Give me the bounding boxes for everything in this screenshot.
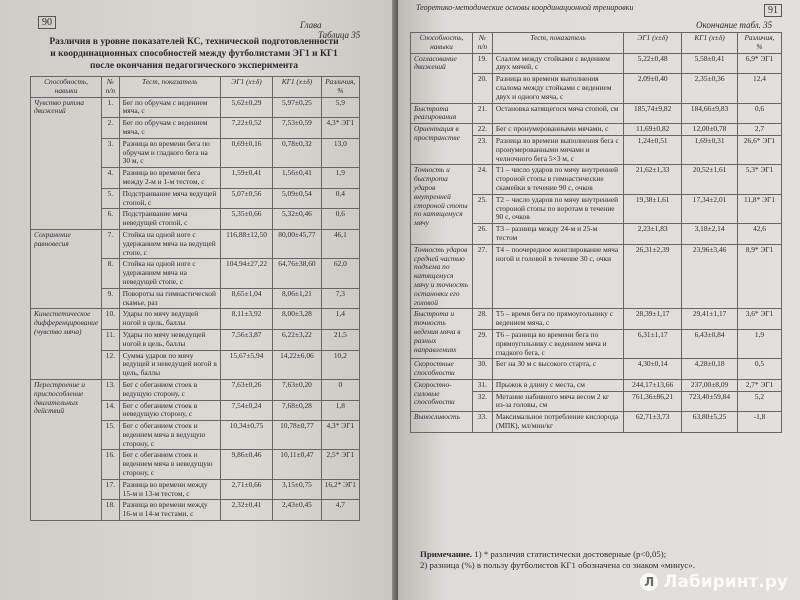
ability-cell: Точность и быстрота ударов внутренней стороной стопы по катящемуся мячу <box>411 165 473 244</box>
test-name-cell: Разница во времени между 15-м и 13-м тестом, с <box>119 479 220 500</box>
table-row <box>411 359 782 380</box>
test-name-cell: Т3 – разница между 24-м и 25-м тестом <box>492 224 623 245</box>
eg1-value-cell: 21,62±1,33 <box>624 165 682 194</box>
note-line: 2) разница (%) в пользу футболистов КГ1 обозначена со знаком «минус». <box>420 560 695 570</box>
kg1-value-cell: 5,32±0,46 <box>273 209 321 230</box>
eg1-value-cell: 5,62±0,29 <box>220 97 272 118</box>
kg1-value-cell: 29,41±1,17 <box>682 309 738 330</box>
test-name-cell: Бег по обручам с ведением мяча, с <box>119 97 220 118</box>
difference-cell: 3,6* ЭГ1 <box>738 309 782 330</box>
eg1-value-cell: 11,69±0,82 <box>624 124 682 136</box>
labirint-logo-icon: Л <box>640 573 658 591</box>
row-number-cell: 5. <box>102 188 120 209</box>
column-header: ЭГ1 (x±δ) <box>220 77 272 98</box>
difference-cell: 8,9* ЭГ1 <box>738 244 782 309</box>
difference-cell: 5,2 <box>738 391 782 412</box>
table-label-right: Окончание табл. 35 <box>696 20 773 30</box>
difference-cell: 0,5 <box>738 359 782 380</box>
row-number-cell: 13. <box>102 379 120 400</box>
row-number-cell: 6. <box>102 209 120 230</box>
row-number-cell: 15. <box>102 421 120 450</box>
difference-cell: 11,8* ЭГ1 <box>738 194 782 223</box>
kg1-value-cell: 2,43±0,45 <box>273 500 321 521</box>
row-number-cell: 29. <box>472 329 492 358</box>
row-number-cell: 8. <box>102 259 120 288</box>
table-header-row <box>31 77 360 98</box>
table-row <box>411 309 782 330</box>
running-header-right: Теоретико-методические основы координационной тренировки <box>416 3 634 12</box>
kg1-value-cell: 10,78±0,77 <box>273 421 321 450</box>
kg1-value-cell: 2,35±0,36 <box>682 74 738 103</box>
row-number-cell: 22. <box>472 124 492 136</box>
table-row <box>411 53 782 74</box>
test-name-cell: Стойка на одной ноге с удержанием мяча на неведущей стопе, с <box>119 259 220 288</box>
ability-cell: Выносливость <box>411 412 473 433</box>
note-line: 1) * различия статистически достоверные (p<0,05); <box>474 549 667 559</box>
kg1-value-cell: 0,78±0,32 <box>273 138 321 167</box>
column-header: Тест, показатель <box>492 33 623 54</box>
kg1-value-cell: 14,22±6,06 <box>273 350 321 379</box>
row-number-cell: 3. <box>102 138 120 167</box>
eg1-value-cell: 5,22±0,48 <box>624 53 682 74</box>
row-number-cell: 20. <box>472 74 492 103</box>
difference-cell: 4,7 <box>321 500 359 521</box>
test-name-cell: Т1 – число ударов по мячу внутренней стороной стопы в гимнастические скамейки в течение 90 с, очков <box>492 165 623 194</box>
test-name-cell: Подстраивание мяча неведущей стопой, с <box>119 209 220 230</box>
row-number-cell: 17. <box>102 479 120 500</box>
difference-cell: 0,6 <box>738 103 782 124</box>
eg1-value-cell: 8,65±1,04 <box>220 288 272 309</box>
table-header-row <box>411 33 782 54</box>
test-name-cell: Удары по мячу ведущей ногой в цель, баллы <box>119 309 220 330</box>
test-name-cell: Повороты на гимнастической скамье, раз <box>119 288 220 309</box>
test-name-cell: Т6 – разница во времени бега по прямоугольнику с ведением мяча и гладкого бега, с <box>492 329 623 358</box>
test-name-cell: Удары по мячу неведущей ногой в цель, баллы <box>119 329 220 350</box>
table-row <box>411 103 782 124</box>
column-header: Способность, навыки <box>31 77 102 98</box>
table-note <box>420 549 790 571</box>
table-row <box>31 379 360 400</box>
test-name-cell: Прыжок в длину с места, см <box>492 379 623 391</box>
kg1-value-cell: 8,06±1,21 <box>273 288 321 309</box>
test-name-cell: Бег с обеганием стоек и ведением мяча в неведущую сторону, с <box>119 450 220 479</box>
difference-cell: 26,6* ЭГ1 <box>738 135 782 164</box>
test-name-cell: Разница во времени между 16-м и 14-м тестами, с <box>119 500 220 521</box>
difference-cell: 13,0 <box>321 138 359 167</box>
difference-cell: 0,4 <box>321 188 359 209</box>
table-row <box>411 165 782 194</box>
row-number-cell: 11. <box>102 329 120 350</box>
test-name-cell: Бег с пронумерованными мячами, с <box>492 124 623 136</box>
eg1-value-cell: 19,38±1,61 <box>624 194 682 223</box>
kg1-value-cell: 4,28±0,18 <box>682 359 738 380</box>
difference-cell: 4,3* ЭГ1 <box>321 421 359 450</box>
kg1-value-cell: 80,00±45,77 <box>273 229 321 258</box>
test-name-cell: Метание набивного мяча весом 2 кг из-за головы, см <box>492 391 623 412</box>
kg1-value-cell: 1,69±0,31 <box>682 135 738 164</box>
page-number-right: 91 <box>764 4 782 17</box>
kg1-value-cell: 1,56±0,41 <box>273 168 321 189</box>
ability-cell: Чувство ритма движений <box>31 97 102 229</box>
title-line: Различия в уровне показателей КС, технической подготовленности <box>49 37 339 47</box>
labirint-logo <box>640 572 788 592</box>
row-number-cell: 25. <box>472 194 492 223</box>
ability-cell: Быстрота и точность ведения мяча в разных направлениях <box>411 309 473 359</box>
difference-cell: 16,2* ЭГ1 <box>321 479 359 500</box>
table-row <box>411 244 782 309</box>
eg1-value-cell: 0,69±0,16 <box>220 138 272 167</box>
test-name-cell: Бег с обеганием стоек в ведущую сторону, с <box>119 379 220 400</box>
test-name-cell: Т5 – время бега по прямоугольнику с ведением мяча, с <box>492 309 623 330</box>
kg1-value-cell: 64,76±38,60 <box>273 259 321 288</box>
left-page <box>0 0 398 600</box>
row-number-cell: 14. <box>102 400 120 421</box>
kg1-value-cell: 237,00±8,09 <box>682 379 738 391</box>
eg1-value-cell: 1,24±0,51 <box>624 135 682 164</box>
eg1-value-cell: 5,07±0,56 <box>220 188 272 209</box>
test-name-cell: Максимальное потребление кислорода (МПК), мл/мин/кг <box>492 412 623 433</box>
test-name-cell: Бег на 30 м с высокого старта, с <box>492 359 623 380</box>
difference-cell: 1,4 <box>321 309 359 330</box>
kg1-value-cell: 5,09±0,54 <box>273 188 321 209</box>
eg1-value-cell: 104,94±27,22 <box>220 259 272 288</box>
row-number-cell: 19. <box>472 53 492 74</box>
eg1-value-cell: 10,34±0,75 <box>220 421 272 450</box>
row-number-cell: 2. <box>102 118 120 139</box>
test-name-cell: Стойка на одной ноге с удержанием мяча на ведущей стопе, с <box>119 229 220 258</box>
kg1-value-cell: 184,66±9,83 <box>682 103 738 124</box>
kg1-value-cell: 7,53±0,59 <box>273 118 321 139</box>
test-name-cell: Бег по обручам с ведением мяча, с <box>119 118 220 139</box>
difference-cell: 1,9 <box>738 329 782 358</box>
test-name-cell: Бег с обеганием стоек и ведением мяча в ведущую сторону, с <box>119 421 220 450</box>
eg1-value-cell: 2,32±0,41 <box>220 500 272 521</box>
eg1-value-cell: 5,35±0,66 <box>220 209 272 230</box>
ability-cell: Кинестетическое дифференцирование (чувство мяча) <box>31 309 102 380</box>
kg1-value-cell: 20,52±1,61 <box>682 165 738 194</box>
eg1-value-cell: 2,23±1,83 <box>624 224 682 245</box>
kg1-value-cell: 3,18±2,14 <box>682 224 738 245</box>
ability-cell: Скоростно-силовые способности <box>411 379 473 411</box>
kg1-value-cell: 6,43±0,84 <box>682 329 738 358</box>
eg1-value-cell: 1,59±0,41 <box>220 168 272 189</box>
eg1-value-cell: 15,67±5,94 <box>220 350 272 379</box>
column-header: Тест, показатель <box>119 77 220 98</box>
difference-cell: 1,9 <box>321 168 359 189</box>
row-number-cell: 1. <box>102 97 120 118</box>
labirint-logo-text: Лабиринт.ру <box>663 572 788 592</box>
table-row <box>31 97 360 118</box>
title-line: и координационных способностей между футболистами ЭГ1 и КГ1 <box>50 49 338 59</box>
difference-cell: 46,1 <box>321 229 359 258</box>
row-number-cell: 4. <box>102 168 120 189</box>
test-name-cell: Сумма ударов по мячу ведущей и неведущей ногой в цель, баллы <box>119 350 220 379</box>
test-name-cell: Подстраивание мяча ведущей стопой, с <box>119 188 220 209</box>
difference-cell: 10,2 <box>321 350 359 379</box>
row-number-cell: 16. <box>102 450 120 479</box>
results-table-left <box>30 76 360 521</box>
column-header: КГ1 (x±δ) <box>273 77 321 98</box>
difference-cell: 6,9* ЭГ1 <box>738 53 782 74</box>
kg1-value-cell: 5,58±0,41 <box>682 53 738 74</box>
row-number-cell: 31. <box>472 379 492 391</box>
test-name-cell: Разница во времени выполнения бега с пронумерованными мячами и челночного бега 5×3 м, с <box>492 135 623 164</box>
ability-cell: Ориентация в пространстве <box>411 124 473 165</box>
difference-cell: 0,6 <box>321 209 359 230</box>
ability-cell: Скоростные способности <box>411 359 473 380</box>
column-header: Различия, % <box>321 77 359 98</box>
row-number-cell: 23. <box>472 135 492 164</box>
kg1-value-cell: 7,68±0,28 <box>273 400 321 421</box>
running-header-left: Глава <box>300 20 322 30</box>
row-number-cell: 30. <box>472 359 492 380</box>
kg1-value-cell: 6,22±3,22 <box>273 329 321 350</box>
kg1-value-cell: 10,11±0,47 <box>273 450 321 479</box>
row-number-cell: 18. <box>102 500 120 521</box>
column-header: Различия, % <box>738 33 782 54</box>
eg1-value-cell: 9,86±0,46 <box>220 450 272 479</box>
row-number-cell: 27. <box>472 244 492 309</box>
ability-cell: Перестроение и приспособление двигательных действий <box>31 379 102 520</box>
difference-cell: 5,9 <box>321 97 359 118</box>
row-number-cell: 21. <box>472 103 492 124</box>
row-number-cell: 24. <box>472 165 492 194</box>
note-label: Примечание. <box>420 549 473 559</box>
table-row <box>31 309 360 330</box>
eg1-value-cell: 7,22±0,52 <box>220 118 272 139</box>
column-header: ЭГ1 (x±δ) <box>624 33 682 54</box>
difference-cell: 42,6 <box>738 224 782 245</box>
kg1-value-cell: 8,00±3,28 <box>273 309 321 330</box>
row-number-cell: 32. <box>472 391 492 412</box>
kg1-value-cell: 12,00±0,78 <box>682 124 738 136</box>
test-name-cell: Бег с обеганием стоек в неведущую сторону, с <box>119 400 220 421</box>
eg1-value-cell: 62,71±3,73 <box>624 412 682 433</box>
difference-cell: 62,0 <box>321 259 359 288</box>
difference-cell: 7,3 <box>321 288 359 309</box>
eg1-value-cell: 6,31±1,17 <box>624 329 682 358</box>
test-name-cell: Разница во времени выполнения слалома между стойками с ведением двух и одного мяча, с <box>492 74 623 103</box>
table-row <box>411 124 782 136</box>
eg1-value-cell: 4,30±0,14 <box>624 359 682 380</box>
difference-cell: 2,7* ЭГ1 <box>738 379 782 391</box>
kg1-value-cell: 7,63±0,20 <box>273 379 321 400</box>
difference-cell: 0 <box>321 379 359 400</box>
table-row <box>411 412 782 433</box>
results-table-right <box>410 32 782 433</box>
page-number-left: 90 <box>38 16 56 29</box>
eg1-value-cell: 7,56±3,87 <box>220 329 272 350</box>
difference-cell: -1,8 <box>738 412 782 433</box>
kg1-value-cell: 5,97±0,25 <box>273 97 321 118</box>
table-row <box>31 229 360 258</box>
row-number-cell: 7. <box>102 229 120 258</box>
ability-cell: Точность ударов средней частью подъема по катящемуся мячу и точность остановки его головой <box>411 244 473 309</box>
difference-cell: 4,3* ЭГ1 <box>321 118 359 139</box>
kg1-value-cell: 17,34±2,01 <box>682 194 738 223</box>
eg1-value-cell: 26,31±2,39 <box>624 244 682 309</box>
difference-cell: 1,8 <box>321 400 359 421</box>
difference-cell: 2,7 <box>738 124 782 136</box>
column-header: Способность, навыки <box>411 33 473 54</box>
column-header: № п/п <box>102 77 120 98</box>
table-label-left: Таблица 35 <box>318 30 361 40</box>
eg1-value-cell: 2,09±0,40 <box>624 74 682 103</box>
row-number-cell: 33. <box>472 412 492 433</box>
test-name-cell: Остановка катящегося мяча стопой, см <box>492 103 623 124</box>
eg1-value-cell: 8,11±3,92 <box>220 309 272 330</box>
eg1-value-cell: 244,17±13,66 <box>624 379 682 391</box>
eg1-value-cell: 28,39±1,17 <box>624 309 682 330</box>
eg1-value-cell: 2,71±0,66 <box>220 479 272 500</box>
eg1-value-cell: 185,74±9,82 <box>624 103 682 124</box>
difference-cell: 2,5* ЭГ1 <box>321 450 359 479</box>
difference-cell: 5,3* ЭГ1 <box>738 165 782 194</box>
column-header: КГ1 (x±δ) <box>682 33 738 54</box>
ability-cell: Согласование движений <box>411 53 473 103</box>
title-line: после окончания педагогического эксперимента <box>90 61 298 71</box>
row-number-cell: 10. <box>102 309 120 330</box>
row-number-cell: 26. <box>472 224 492 245</box>
row-number-cell: 28. <box>472 309 492 330</box>
column-header: № п/п <box>472 33 492 54</box>
row-number-cell: 9. <box>102 288 120 309</box>
difference-cell: 12,4 <box>738 74 782 103</box>
test-name-cell: Слалом между стойками с ведением двух мячей, с <box>492 53 623 74</box>
difference-cell: 21,5 <box>321 329 359 350</box>
eg1-value-cell: 761,36±86,21 <box>624 391 682 412</box>
test-name-cell: Т2 – число ударов по мячу внутренней стороной стопы по воротам в течение 90 с, очков <box>492 194 623 223</box>
eg1-value-cell: 7,63±0,26 <box>220 379 272 400</box>
test-name-cell: Т4 – поочередное жонглирование мяча ногой и головой в течение 30 с, очки <box>492 244 623 309</box>
kg1-value-cell: 3,15±0,75 <box>273 479 321 500</box>
kg1-value-cell: 723,40±59,84 <box>682 391 738 412</box>
table-row <box>411 379 782 391</box>
kg1-value-cell: 63,80±5,25 <box>682 412 738 433</box>
eg1-value-cell: 7,54±0,24 <box>220 400 272 421</box>
test-name-cell: Разница во времени бега по обручам и гладкого бега на 30 м, с <box>119 138 220 167</box>
row-number-cell: 12. <box>102 350 120 379</box>
right-page <box>398 0 800 600</box>
test-name-cell: Разница во времени бега между 2-м и 1-м тестом, с <box>119 168 220 189</box>
ability-cell: Сохранение равновесия <box>31 229 102 308</box>
eg1-value-cell: 116,88±12,50 <box>220 229 272 258</box>
kg1-value-cell: 23,96±3,46 <box>682 244 738 309</box>
table-title <box>34 36 354 72</box>
ability-cell: Быстрота реагирования <box>411 103 473 124</box>
